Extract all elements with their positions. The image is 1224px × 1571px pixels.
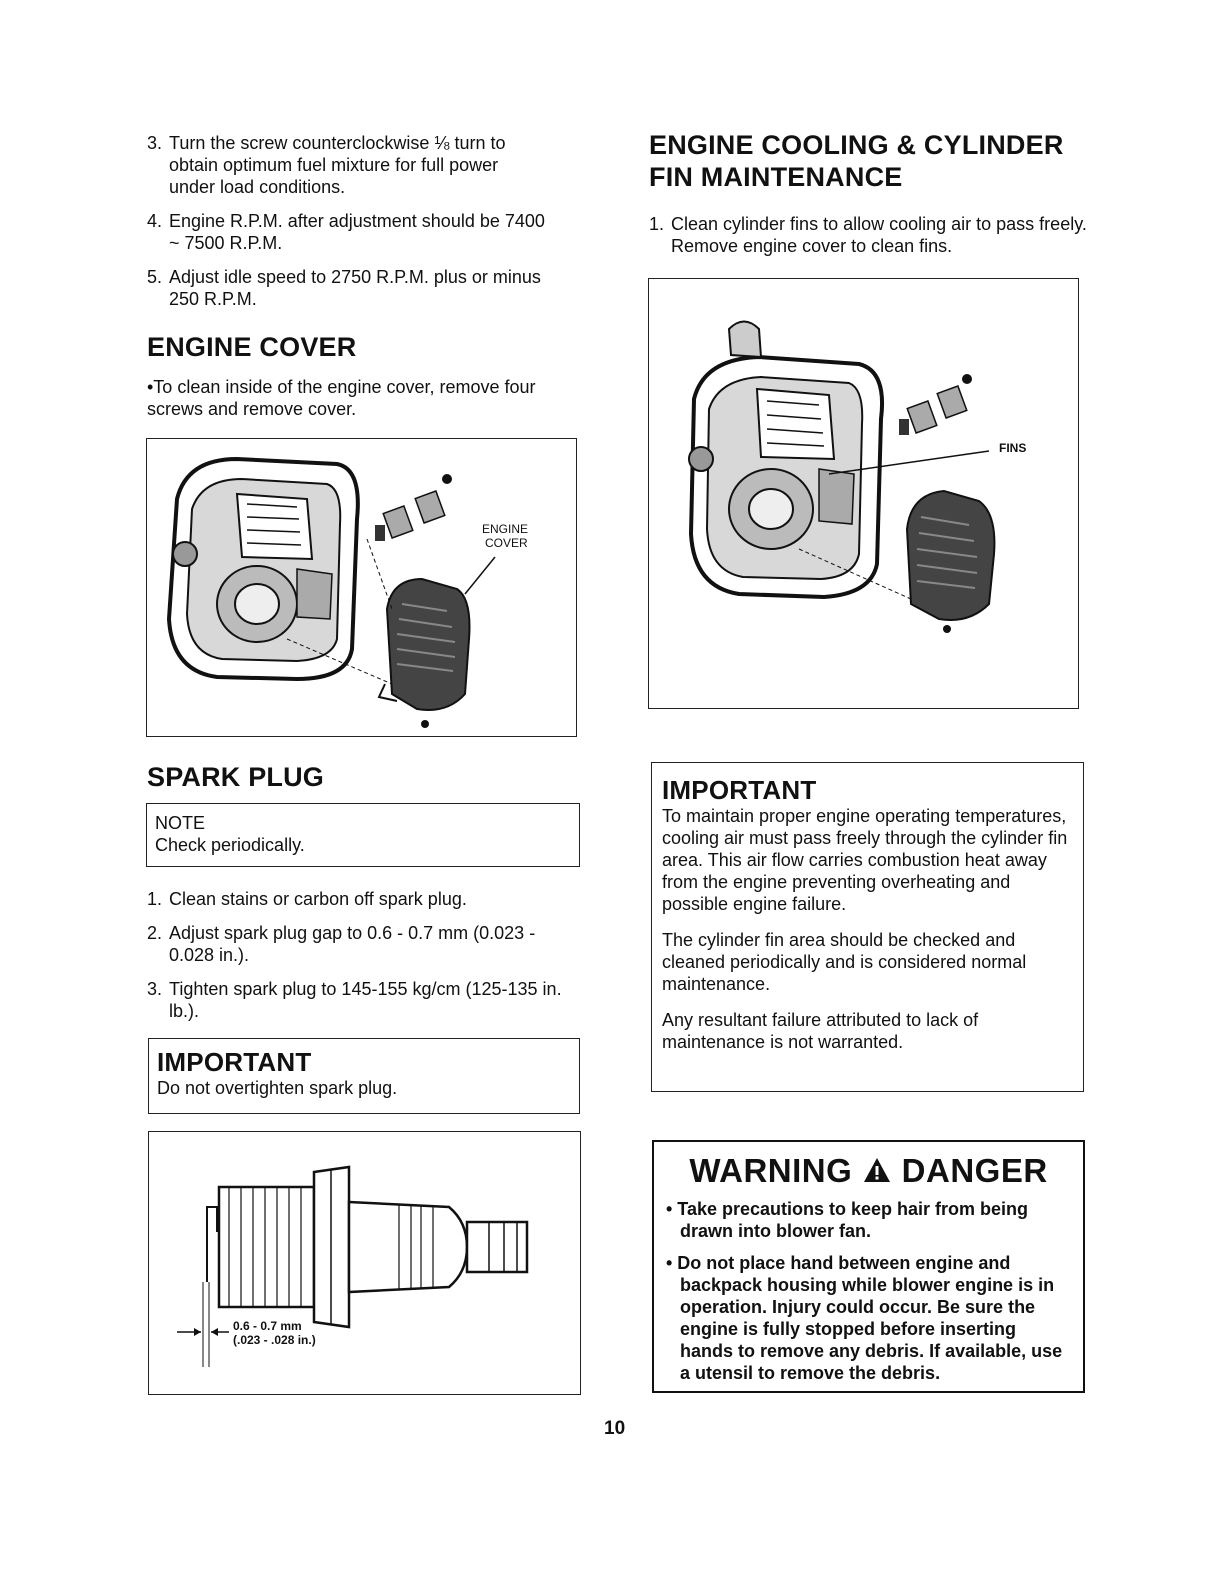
- list-item: 4. Engine R.P.M. after adjustment should be 7400 ~ 7500 R.P.M.: [147, 211, 545, 253]
- cooling-important-para3: Any resultant failure attributed to lack of maintenance is not warranted.: [662, 1010, 979, 1052]
- cooling-important-title: IMPORTANT: [662, 775, 817, 805]
- gap-label-in: (.023 - .028 in.): [233, 1333, 316, 1347]
- spark-steps: [147, 888, 577, 1022]
- cooling-steps: [649, 213, 1089, 257]
- list-item: 5. Adjust idle speed to 2750 R.P.M. plus or minus 250 R.P.M.: [147, 267, 541, 309]
- warning-box: [652, 1140, 1085, 1393]
- engine-cover-figure: [146, 438, 577, 737]
- page-number: 10: [604, 1418, 626, 1439]
- list-item: 3. Tighten spark plug to 145-155 kg/cm (125-135 in. lb.).: [147, 979, 562, 1021]
- warning-item: • Do not place hand between engine and backpack housing while blower engine is in operation. Injury could occur. Be sure the engine is fully stopped before inserting hands to remove any debris. If available, use a utensil to remove the debris.: [666, 1253, 1063, 1383]
- spark-plug-heading: SPARK PLUG: [147, 762, 325, 792]
- note-title: NOTE: [155, 813, 206, 833]
- spark-important-title: IMPORTANT: [157, 1047, 312, 1077]
- carb-steps: [147, 132, 547, 310]
- engine-cover-text: •To clean inside of the engine cover, remove four screws and remove cover.: [147, 377, 536, 419]
- warning-title: WARNING DANGER: [689, 1152, 1048, 1189]
- figure-label-cover: COVER: [485, 536, 528, 550]
- list-item: 2. Adjust spark plug gap to 0.6 - 0.7 mm (0.023 - 0.028 in.).: [147, 923, 536, 965]
- gap-label-mm: 0.6 - 0.7 mm: [233, 1319, 302, 1333]
- cooling-heading: ENGINE COOLING & CYLINDER FIN MAINTENANCE: [649, 130, 1064, 192]
- note-text: Check periodically.: [155, 835, 305, 855]
- spark-plug-figure: [148, 1131, 581, 1395]
- warning-item: • Take precautions to keep hair from being drawn into blower fan.: [666, 1199, 1029, 1241]
- list-item: 1. Clean stains or carbon off spark plug.: [147, 889, 467, 909]
- cooling-figure: [648, 278, 1079, 709]
- note-box: [146, 803, 580, 867]
- cooling-important-para1: To maintain proper engine operating temperatures, cooling air must pass freely through the cylinder fin area. This air flow carries combustion heat away from the engine preventing overheating and possible engine failure.: [662, 806, 1068, 914]
- engine-cover-heading: ENGINE COVER: [147, 332, 357, 362]
- warning-triangle-icon: [862, 1156, 892, 1184]
- spark-important-text: Do not overtighten spark plug.: [157, 1078, 398, 1098]
- figure-label-fins: FINS: [999, 441, 1027, 455]
- cooling-important-para2: The cylinder fin area should be checked and cleaned periodically and is considered normal maintenance.: [662, 930, 1027, 994]
- spark-important-box: [148, 1038, 580, 1114]
- figure-label-engine: ENGINE: [482, 522, 529, 536]
- list-item: 3. Turn the screw counterclockwise ⅛ turn to obtain optimum fuel mixture for full power under load conditions.: [147, 133, 506, 197]
- cooling-important-box: [651, 762, 1084, 1092]
- list-item: 1. Clean cylinder fins to allow cooling air to pass freely. Remove engine cover to clean fins.: [649, 214, 1087, 256]
